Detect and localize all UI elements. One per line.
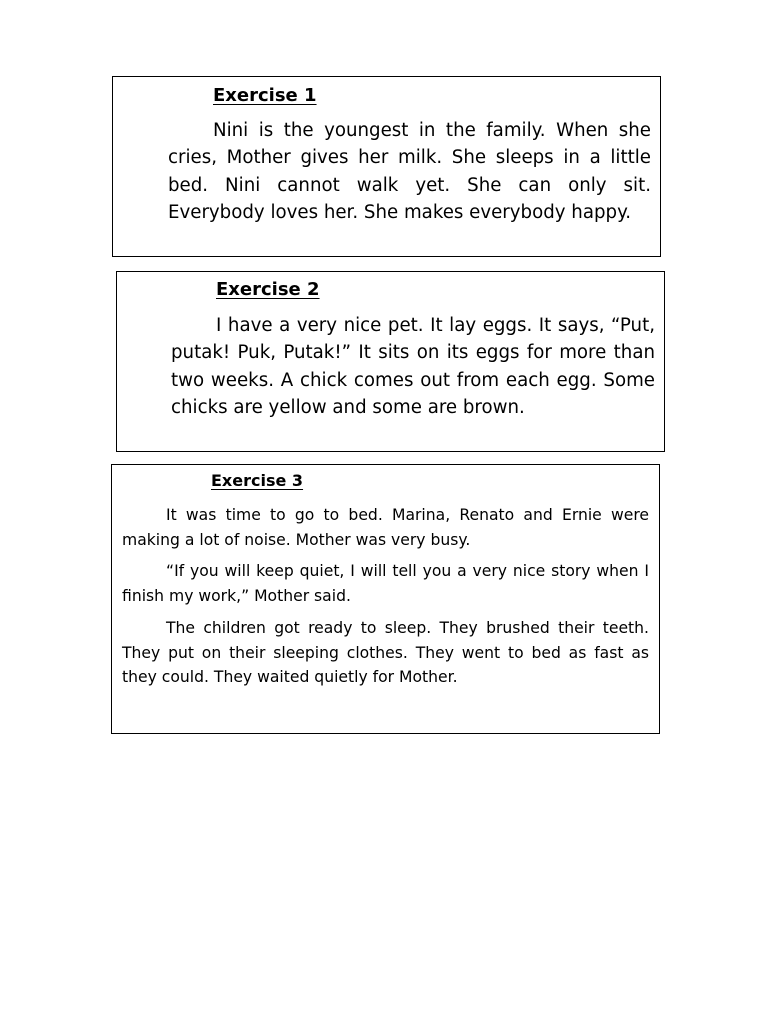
exercise-3-paragraph-3: The children got ready to sleep. They brushed their teeth. They put on their sleeping clothes. They went to bed as fast as they could. They waited quietly for Mother. bbox=[122, 619, 649, 686]
exercise-3-paragraph-1: It was time to go to bed. Marina, Renato and Ernie were making a lot of noise. Mother was very busy. bbox=[122, 506, 649, 549]
exercise-3-title: Exercise 3 bbox=[211, 471, 304, 490]
exercise-3-box bbox=[111, 464, 660, 734]
exercise-1-title: Exercise 1 bbox=[213, 85, 317, 106]
exercise-3-paragraph-2: “If you will keep quiet, I will tell you a very nice story when I finish my work,” Mother said. bbox=[122, 562, 649, 605]
exercise-1-paragraph: Nini is the youngest in the family. When she cries, Mother gives her milk. She sleeps in a little bed. Nini cannot walk yet. She can only sit. Everybody loves her. She makes everybody happy. bbox=[168, 120, 651, 223]
exercise-2-title: Exercise 2 bbox=[216, 279, 320, 300]
exercise-2-box bbox=[116, 271, 665, 452]
exercise-2-paragraph: I have a very nice pet. It lay eggs. It says, “Put, putak! Puk, Putak!” It sits on its eggs for more than two weeks. A chick comes out from each egg. Some chicks are yellow and some are brown. bbox=[171, 315, 655, 418]
exercise-1-box bbox=[112, 76, 661, 257]
